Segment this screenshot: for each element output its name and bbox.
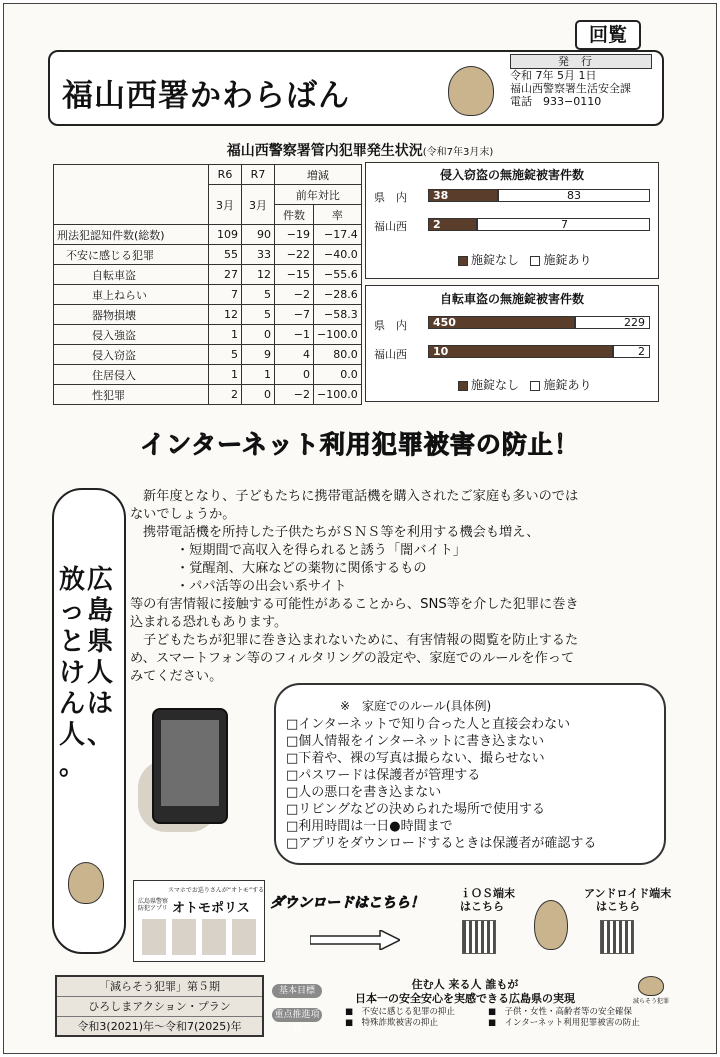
cell-rate: 0.0 [314, 365, 362, 385]
slogan-char: っ [58, 596, 85, 626]
slogan-char: ん [58, 689, 85, 719]
section-title-text: 福山西警察署管内犯罪発生状況 [226, 143, 423, 159]
cell-count: −22 [275, 245, 314, 265]
cell-r6: 2 [209, 385, 242, 405]
chart-category-label: 福山西 [374, 348, 407, 361]
priority-item: ■ 子供・女性・高齢者等の安全確保 [488, 1007, 633, 1017]
plan-line3: 令和3(2021)年〜令和7(2025)年 [77, 1020, 242, 1033]
legend-swatch-dark-icon [458, 256, 468, 266]
bar-segment-locked-yes [575, 316, 650, 329]
cell-r6: 12 [209, 305, 242, 325]
mission-line2: 日本一の安全安心を実感できる広島県の実現 [355, 992, 575, 1005]
cell-rate: −17.4 [314, 225, 362, 245]
publisher-phone: 電話 933−0110 [510, 95, 602, 108]
legend-swatch-light-icon [530, 256, 540, 266]
chart-bicycle-panel [365, 285, 659, 402]
body-line: 等の有害情報に接触する可能性があることから、SNS等を介した犯罪に巻き [130, 597, 579, 612]
cell-r7: 9 [242, 345, 275, 365]
row-label: 刑法犯認知件数(総数) [54, 225, 209, 245]
cell-rate: −100.0 [314, 325, 362, 345]
deer-mascot-icon [448, 66, 494, 116]
bar-segment-locked-yes [477, 218, 650, 231]
table-row [54, 245, 362, 265]
table-row [54, 305, 362, 325]
app-screens-icon [142, 919, 256, 955]
priority-items [345, 1007, 455, 1029]
priority-item: ■ インターネット利用犯罪被害の防止 [488, 1018, 640, 1028]
rule-item: □下着や、裸の写真は撮らない、撮らせない [286, 751, 545, 766]
deer-mascot-icon [68, 862, 104, 904]
header-count: 件数 [275, 205, 314, 225]
app-promo-card [133, 880, 265, 962]
crime-stats-table [53, 164, 362, 405]
cell-rate: −28.6 [314, 285, 362, 305]
plan-line2: ひろしまアクション・プラン [57, 997, 262, 1017]
mission-line1: 住む人 来る人 誰もが [411, 978, 519, 991]
priority-items [488, 1007, 640, 1029]
house-rules-list [286, 716, 596, 852]
chart-category-label: 福山西 [374, 220, 407, 233]
priority-item: ■ 不安に感じる犯罪の抑止 [345, 1007, 456, 1017]
header-month-r7: 3月 [242, 185, 275, 225]
slogan-column [86, 565, 114, 782]
cell-r6: 5 [209, 345, 242, 365]
bar-segment-locked-yes [613, 345, 650, 358]
logo-text: 減らそう犯罪 [632, 998, 669, 1005]
publisher-dept: 福山西警察署生活安全課 [510, 82, 631, 95]
chart-title: 侵入窃盗の無施錠被害件数 [439, 168, 584, 182]
headline-banner: インターネット利用犯罪被害の防止！ [140, 430, 580, 459]
bar-segment-locked-yes [498, 189, 650, 202]
row-label: 自転車盗 [54, 265, 209, 285]
slogan-char: 人 [58, 720, 85, 750]
legend-label: 施錠あり [543, 378, 592, 392]
header-yoy: 前年対比 [275, 185, 362, 205]
slogan-char: 島 [86, 596, 113, 626]
slogan-char: 、 [86, 720, 113, 750]
bar-value-label: 83 [567, 189, 581, 202]
bar-value-label: 2 [638, 345, 645, 358]
android-label-line1: アンドロイド端末 [584, 887, 672, 900]
cell-count: 0 [275, 365, 314, 385]
legend-swatch-dark-icon [458, 381, 468, 391]
rule-item: □パスワードは保護者が管理する [286, 768, 481, 783]
cell-r6: 27 [209, 265, 242, 285]
chart-legend [458, 251, 591, 268]
cell-r6: 1 [209, 325, 242, 345]
slogan-char: 広 [86, 565, 113, 595]
chart-burglary-panel [365, 162, 659, 279]
row-label: 侵入強盗 [54, 325, 209, 345]
bar-segment-locked-none: 450 [428, 316, 575, 329]
ios-label-line1: ｉＯＳ端末 [460, 887, 515, 900]
cell-rate: −100.0 [314, 385, 362, 405]
publish-caption: 発行 [510, 54, 652, 69]
cell-rate: −40.0 [314, 245, 362, 265]
bar-segment-locked-none: 38 [428, 189, 498, 202]
body-bullet: ・パパ活等の出会い系サイト [176, 579, 347, 594]
legend-label: 施錠あり [543, 253, 592, 267]
row-label: 住居侵入 [54, 365, 209, 385]
table-row [54, 325, 362, 345]
basic-goal-badge: 基本目標 [272, 984, 322, 998]
priority-item: ■ 特殊詐欺被害の抑止 [345, 1018, 439, 1028]
section-note: (令和7年3月末) [422, 147, 494, 158]
header-month-r6: 3月 [209, 185, 242, 225]
slogan-char: 。 [58, 751, 85, 781]
cell-r7: 0 [242, 385, 275, 405]
chart-bars [428, 316, 650, 366]
ios-qr-code[interactable] [462, 920, 496, 954]
chart-legend [458, 376, 591, 393]
header-rate: 率 [314, 205, 362, 225]
legend-label: 施錠なし [471, 253, 520, 267]
cell-count: −15 [275, 265, 314, 285]
body-bullet: ・覚醒剤、大麻などの薬物に関係するもの [176, 561, 427, 576]
chart-category-label: 県 内 [374, 191, 407, 204]
chart-category-label: 県 内 [374, 319, 407, 332]
cell-count: 4 [275, 345, 314, 365]
cell-count: −2 [275, 285, 314, 305]
body-line: 子どもたちが犯罪に巻き込まれないために、有害情報の閲覧を防止するた [143, 633, 579, 648]
row-label: 不安に感じる犯罪 [54, 245, 209, 265]
body-line: ないでしょうか。 [130, 507, 236, 522]
download-heading: ダウンロードはこちら！ [270, 895, 424, 911]
table-row [54, 385, 362, 405]
cell-rate: −58.3 [314, 305, 362, 325]
slogan-char: 県 [86, 627, 113, 657]
table-header-row [54, 165, 362, 185]
cell-r7: 12 [242, 265, 275, 285]
rule-item: □アプリをダウンロードするときは保護者が確認する [286, 836, 597, 851]
cell-r6: 109 [209, 225, 242, 245]
slogan-char: 放 [58, 565, 85, 595]
priority-items-badge: 重点推進項目 [272, 1008, 322, 1022]
bar-value-label: 229 [624, 316, 645, 329]
body-line: みてください。 [130, 669, 223, 684]
cell-count: −1 [275, 325, 314, 345]
slogan-char: 人 [86, 658, 113, 688]
right-arrow-icon [310, 930, 400, 950]
publisher-info [510, 54, 652, 108]
vertical-slogan [58, 565, 114, 782]
app-tagline: スマホでお巡りさんが“オトモ”する [168, 887, 265, 894]
plan-line1: 「減らそう犯罪」第５期 [57, 977, 262, 997]
android-qr-code[interactable] [600, 920, 634, 954]
cell-count: −19 [275, 225, 314, 245]
table-corner [54, 165, 209, 225]
slogan-char: け [58, 658, 85, 688]
header-r6: R6 [209, 165, 242, 185]
house-rules-title: ※ 家庭でのルール(具体例) [340, 699, 492, 713]
body-bullet: ・短期間で高収入を得られると誘う「闇バイト」 [176, 543, 467, 558]
smartphone-icon [152, 708, 228, 824]
header-r7: R7 [242, 165, 275, 185]
rule-item: □利用時間は一日●時間まで [286, 819, 453, 834]
row-label: 器物損壊 [54, 305, 209, 325]
logo-mascot-icon [638, 976, 664, 996]
body-line: 携帯電話機を所持した子供たちがＳＮＳ等を利用する機会も増え、 [143, 525, 540, 540]
cell-r7: 1 [242, 365, 275, 385]
table-row [54, 345, 362, 365]
cell-r7: 90 [242, 225, 275, 245]
app-sub: 広島県警察防犯アプリ [138, 898, 169, 912]
table-row [54, 365, 362, 385]
row-label: 性犯罪 [54, 385, 209, 405]
campaign-logo [632, 976, 670, 1005]
cell-rate: 80.0 [314, 345, 362, 365]
body-line: 新年度となり、子どもたちに携帯電話機を購入されたご家庭も多いのでは [143, 489, 579, 504]
table-row [54, 265, 362, 285]
cell-r7: 33 [242, 245, 275, 265]
rule-item: □リビングなどの決められた場所で使用する [286, 802, 546, 817]
chart-bars [428, 189, 650, 239]
deer-mascot-icon [534, 900, 568, 950]
rule-item: □インターネットで知り合った人と直接会わない [286, 717, 571, 732]
table-row [54, 225, 362, 245]
bar-value-label: 7 [561, 218, 568, 231]
cell-r6: 1 [209, 365, 242, 385]
publish-date: 令和 7年 5月 1日 [510, 69, 597, 82]
slogan-char: と [58, 627, 85, 657]
android-label [584, 887, 671, 913]
rule-item: □人の悪口を書き込まない [286, 785, 442, 800]
cell-rate: −55.6 [314, 265, 362, 285]
section-title [0, 140, 720, 160]
ios-label [460, 887, 515, 913]
bar-segment-locked-none: 2 [428, 218, 477, 231]
legend-swatch-light-icon [530, 381, 540, 391]
cell-r6: 7 [209, 285, 242, 305]
row-label: 侵入窃盗 [54, 345, 209, 365]
header-change: 増減 [275, 165, 362, 185]
article-body [130, 488, 665, 686]
slogan-char: は [86, 689, 113, 719]
app-name: オトモポリス [172, 901, 250, 916]
action-plan-box [55, 975, 264, 1037]
android-label-line2: はこちら [596, 900, 640, 913]
cell-r7: 5 [242, 305, 275, 325]
circulation-stamp: 回覧 [575, 20, 641, 50]
rule-item: □個人情報をインターネットに書き込まない [286, 734, 545, 749]
cell-r7: 0 [242, 325, 275, 345]
mission-statement [330, 978, 600, 1006]
table-row [54, 285, 362, 305]
newsletter-title: 福山西署かわらばん [62, 78, 350, 114]
row-label: 車上ねらい [54, 285, 209, 305]
body-line: 込まれる恐れもあります。 [130, 615, 288, 630]
cell-count: −7 [275, 305, 314, 325]
legend-label: 施錠なし [471, 378, 520, 392]
cell-r7: 5 [242, 285, 275, 305]
cell-count: −2 [275, 385, 314, 405]
chart-title: 自転車盗の無施錠被害件数 [439, 292, 584, 306]
ios-label-line2: はこちら [460, 900, 504, 913]
bar-segment-locked-none: 10 [428, 345, 613, 358]
body-line: め、スマートフォン等のフィルタリングの設定や、家庭でのルールを作って [130, 651, 575, 666]
cell-r6: 55 [209, 245, 242, 265]
slogan-column [58, 565, 86, 782]
